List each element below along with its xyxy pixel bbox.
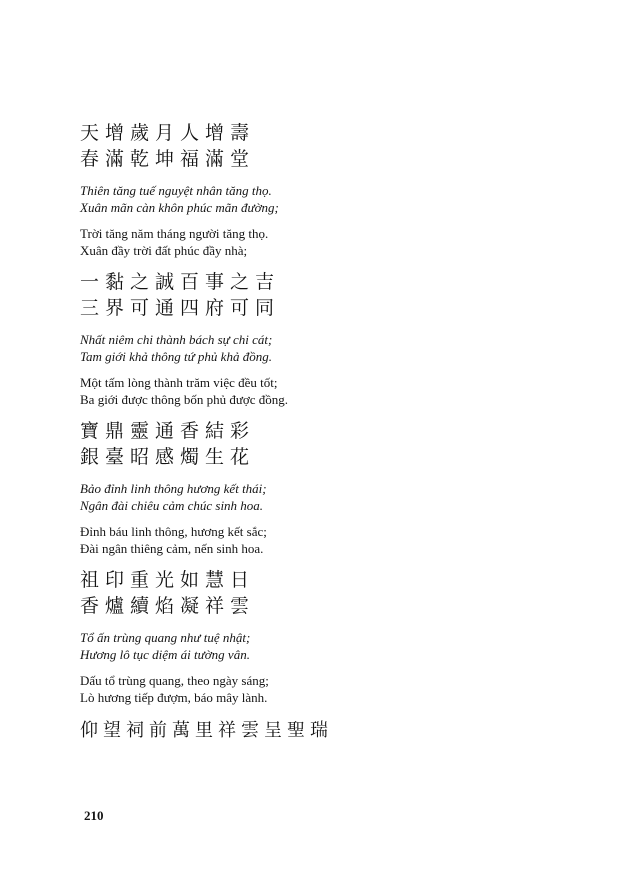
translation-line: Đài ngân thiêng cảm, nến sinh hoa. <box>80 541 264 556</box>
translation <box>80 672 560 706</box>
han-line: 天增歲月人增壽 <box>80 122 256 144</box>
han-line: 寶鼎靈通香結彩 <box>80 420 256 442</box>
translit-line: Hương lô tục diệm ái tường vân. <box>80 647 250 662</box>
han-line: 一黏之誠百事之吉 <box>80 271 281 293</box>
translit-line: Nhất niêm chi thành bách sự chi cát; <box>80 332 273 347</box>
verse-4 <box>80 567 560 706</box>
han-text <box>80 418 560 470</box>
han-text <box>80 567 560 619</box>
final-han-line: 仰望祠前萬里祥雲呈聖瑞 <box>80 720 333 741</box>
page-number: 210 <box>84 808 104 823</box>
han-line: 銀臺昭感燭生花 <box>80 446 256 468</box>
translation <box>80 225 560 259</box>
translation <box>80 374 560 408</box>
translit-line: Bảo đỉnh linh thông hương kết thái; <box>80 481 267 496</box>
translit-line: Tam giới khả thông tứ phủ khả đồng. <box>80 349 272 364</box>
page-body <box>80 120 560 744</box>
transliteration <box>80 629 560 663</box>
translation-line: Một tấm lòng thành trăm việc đều tốt; <box>80 375 278 390</box>
translation-line: Đỉnh báu linh thông, hương kết sắc; <box>80 524 267 539</box>
han-line: 祖印重光如慧日 <box>80 569 256 591</box>
han-text <box>80 120 560 172</box>
translation-line: Dấu tổ trùng quang, theo ngày sáng; <box>80 673 269 688</box>
translation-line: Ba giới được thông bốn phủ được đồng. <box>80 392 289 407</box>
transliteration <box>80 331 560 365</box>
han-text <box>80 269 560 321</box>
translation-line: Lò hương tiếp đượm, báo mây lành. <box>80 690 268 705</box>
translit-line: Tổ ấn trùng quang như tuệ nhật; <box>80 630 251 645</box>
translation-line: Xuân đầy trời đất phúc đầy nhà; <box>80 243 248 258</box>
translit-line: Ngân đài chiêu cảm chúc sinh hoa. <box>80 498 264 513</box>
han-line: 香爐續焰凝祥雲 <box>80 595 256 617</box>
verse-3 <box>80 418 560 557</box>
translit-line: Thiên tăng tuế nguyệt nhân tăng thọ. <box>80 183 272 198</box>
transliteration <box>80 182 560 216</box>
translit-line: Xuân mãn càn khôn phúc mãn đường; <box>80 200 279 215</box>
han-line: 春滿乾坤福滿堂 <box>80 148 256 170</box>
transliteration <box>80 480 560 514</box>
translation-line: Trời tăng năm tháng người tăng thọ. <box>80 226 269 241</box>
translation <box>80 523 560 557</box>
verse-1 <box>80 120 560 259</box>
verse-2 <box>80 269 560 408</box>
han-line: 三界可通四府可同 <box>80 297 281 319</box>
